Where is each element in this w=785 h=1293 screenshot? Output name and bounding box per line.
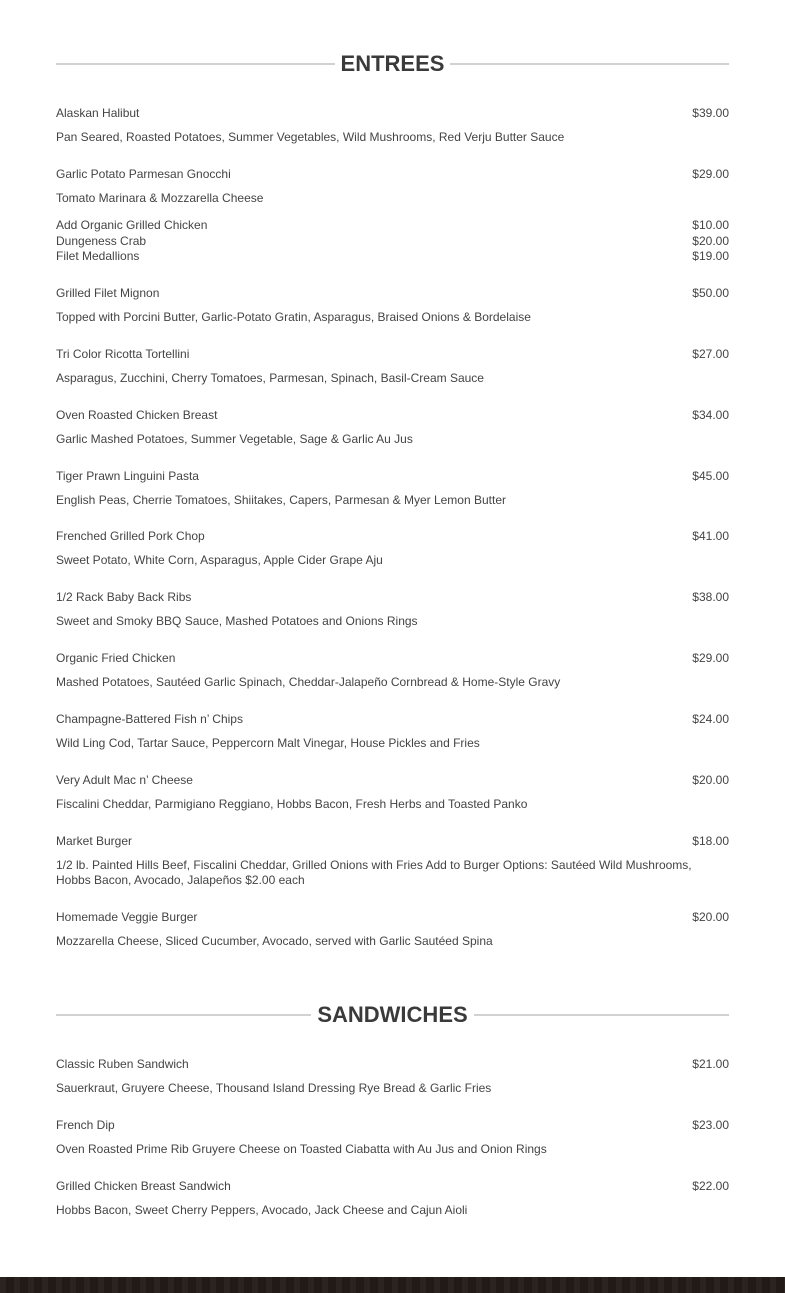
menu-item-price: $18.00	[692, 834, 729, 848]
menu-item	[56, 167, 729, 265]
menu-item	[56, 834, 729, 888]
menu-item	[56, 1057, 729, 1096]
section-header	[56, 1001, 729, 1041]
menu-item-name: French Dip	[56, 1118, 115, 1132]
addon-row	[56, 249, 729, 265]
menu-item-price: $23.00	[692, 1118, 729, 1132]
menu-item-name: Grilled Chicken Breast Sandwich	[56, 1179, 231, 1193]
addon-row	[56, 234, 729, 250]
menu-item-row	[56, 469, 729, 484]
menu-item-name: Organic Fried Chicken	[56, 651, 176, 665]
menu-item-name: Very Adult Mac n’ Cheese	[56, 773, 193, 787]
menu-item-price: $24.00	[692, 712, 729, 726]
menu-item-price: $29.00	[692, 167, 729, 181]
menu-item-row	[56, 590, 729, 605]
menu-item-row	[56, 408, 729, 423]
menu-item-row	[56, 773, 729, 788]
menu-item	[56, 347, 729, 386]
menu-item-name: Oven Roasted Chicken Breast	[56, 408, 218, 422]
menu-item	[56, 286, 729, 325]
addon-price: $20.00	[692, 233, 729, 248]
menu-item-description: Asparagus, Zucchini, Cherry Tomatoes, Parmesan, Spinach, Basil-Cream Sauce	[56, 371, 484, 385]
menu-item-name: Homemade Veggie Burger	[56, 910, 198, 924]
menu-item-row	[56, 712, 729, 727]
menu-item-name: Grilled Filet Mignon	[56, 286, 160, 300]
menu-item-row	[56, 167, 729, 182]
menu-item-description: Mozzarella Cheese, Sliced Cucumber, Avocado, served with Garlic Sautéed Spina	[56, 934, 493, 948]
menu-item-name: Champagne-Battered Fish n’ Chips	[56, 712, 243, 726]
menu-item	[56, 773, 729, 812]
menu-item-row	[56, 651, 729, 666]
menu-item-price: $29.00	[692, 651, 729, 665]
menu-item-price: $50.00	[692, 286, 729, 300]
menu-item	[56, 651, 729, 690]
menu-item-description: Fiscalini Cheddar, Parmigiano Reggiano, Hobbs Bacon, Fresh Herbs and Toasted Panko	[56, 797, 528, 811]
addon-name: Dungeness Crab	[56, 233, 147, 248]
menu-item-row	[56, 1057, 729, 1072]
section-entrees	[56, 50, 729, 948]
section-title: SANDWICHES	[311, 1001, 473, 1029]
menu-item-name: Market Burger	[56, 834, 133, 848]
addon-price: $19.00	[692, 249, 729, 263]
menu-item	[56, 1118, 729, 1157]
menu-item-description: Pan Seared, Roasted Potatoes, Summer Vegetables, Wild Mushrooms, Red Verju Butter Sauce	[56, 130, 565, 144]
menu-item-name: Alaskan Halibut	[56, 106, 140, 120]
footer-image-strip	[0, 1277, 785, 1293]
menu-item-description: Garlic Mashed Potatoes, Summer Vegetable, Sage & Garlic Au Jus	[56, 432, 413, 446]
menu-item-price: $45.00	[692, 469, 729, 483]
menu-item	[56, 910, 729, 949]
addon-name: Filet Medallions	[56, 249, 140, 263]
menu-item	[56, 469, 729, 508]
menu-item-price: $39.00	[692, 106, 729, 120]
menu-item-price: $38.00	[692, 590, 729, 604]
addon-row	[56, 218, 729, 234]
addon-list	[56, 218, 729, 265]
menu-item-row	[56, 1118, 729, 1133]
menu-item-row	[56, 106, 729, 121]
menu-item-price: $20.00	[692, 910, 729, 924]
menu-item-price: $27.00	[692, 347, 729, 361]
section-title: ENTREES	[335, 50, 451, 78]
menu-item-description: Tomato Marinara & Mozzarella Cheese	[56, 191, 264, 205]
menu-item-description: Sauerkraut, Gruyere Cheese, Thousand Island Dressing Rye Bread & Garlic Fries	[56, 1081, 492, 1095]
menu-item	[56, 529, 729, 568]
menu-item-name: Tiger Prawn Linguini Pasta	[56, 469, 199, 483]
menu-item	[56, 712, 729, 751]
menu-item-row	[56, 347, 729, 362]
menu-item-price: $34.00	[692, 408, 729, 422]
menu-item-row	[56, 910, 729, 925]
menu-item-row	[56, 529, 729, 544]
section-header	[56, 50, 729, 90]
menu-item-description: Topped with Porcini Butter, Garlic-Potato Gratin, Asparagus, Braised Onions & Bordelaise	[56, 310, 531, 324]
menu-item-row	[56, 286, 729, 301]
menu-item-row	[56, 1179, 729, 1194]
menu-item-row	[56, 834, 729, 849]
menu-item-description: Sweet Potato, White Corn, Asparagus, Apple Cider Grape Aju	[56, 553, 383, 567]
menu-item	[56, 590, 729, 629]
addon-price: $10.00	[692, 218, 729, 232]
menu-item-description: Oven Roasted Prime Rib Gruyere Cheese on Toasted Ciabatta with Au Jus and Onion Rings	[56, 1142, 547, 1156]
menu-item-description: Mashed Potatoes, Sautéed Garlic Spinach, Cheddar-Jalapeño Cornbread & Home-Style Gravy	[56, 675, 561, 689]
menu-item-price: $20.00	[692, 773, 729, 787]
menu-item-name: Garlic Potato Parmesan Gnocchi	[56, 167, 231, 181]
menu-item	[56, 106, 729, 145]
menu-item-name: 1/2 Rack Baby Back Ribs	[56, 590, 192, 604]
menu-item-price: $41.00	[692, 529, 729, 543]
menu-item	[56, 408, 729, 447]
menu-item-description: Sweet and Smoky BBQ Sauce, Mashed Potatoes and Onions Rings	[56, 614, 418, 628]
menu-item-description: 1/2 lb. Painted Hills Beef, Fiscalini Cheddar, Grilled Onions with Fries Add to Burger Options: Sautéed Wild Mushrooms, Hobbs Bacon, Avocado, Jalapeños $2.00 each	[56, 858, 692, 887]
menu-item-price: $21.00	[692, 1057, 729, 1071]
menu-item	[56, 1179, 729, 1218]
menu-item-price: $22.00	[692, 1179, 729, 1193]
section-sandwiches	[56, 1001, 729, 1217]
menu-item-description: Hobbs Bacon, Sweet Cherry Peppers, Avocado, Jack Cheese and Cajun Aioli	[56, 1203, 468, 1217]
menu-item-description: Wild Ling Cod, Tartar Sauce, Peppercorn Malt Vinegar, House Pickles and Fries	[56, 736, 480, 750]
menu-item-name: Tri Color Ricotta Tortellini	[56, 347, 190, 361]
menu-item-description: English Peas, Cherrie Tomatoes, Shiitakes, Capers, Parmesan & Myer Lemon Butter	[56, 493, 506, 507]
menu-item-name: Classic Ruben Sandwich	[56, 1057, 189, 1071]
addon-name: Add Organic Grilled Chicken	[56, 218, 208, 232]
menu-item-name: Frenched Grilled Pork Chop	[56, 529, 205, 543]
